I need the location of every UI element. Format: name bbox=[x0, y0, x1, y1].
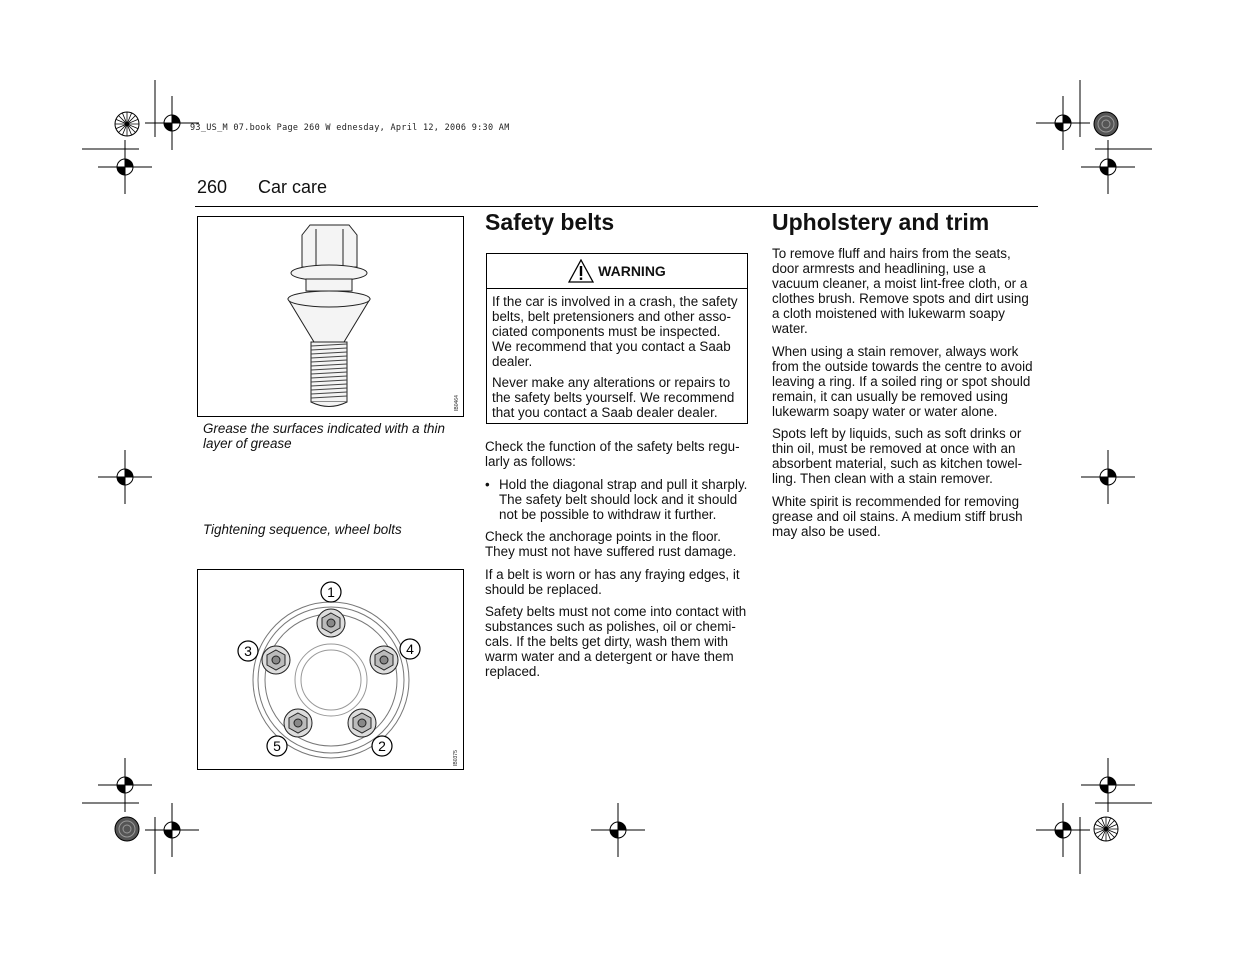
sequence-label-4: 4 bbox=[406, 641, 414, 657]
print-metadata: 93_US_M 07.book Page 260 W ednesday, April 12, 2006 9:30 AM bbox=[190, 123, 510, 133]
paragraph: Safety belts must not come into contact with substances such as polishes, oil or chemi-cals. If the belts get dirty, wash them with warm water and a detergent or have them replaced. bbox=[485, 604, 747, 679]
wheel-bolt-illustration bbox=[198, 217, 463, 416]
list-item-text: Hold the diagonal strap and pull it sharply. The safety belt should lock and it should not be possible to withdraw it further. bbox=[499, 476, 748, 522]
warning-label: WARNING bbox=[598, 263, 666, 279]
sequence-label-2: 2 bbox=[378, 738, 386, 754]
paragraph: When using a stain remover, always work from the outside towards the centre to avoid leaving a ring. If a soiled ring or spot should remain, it can usually be removed using lukewarm soapy water or water alone. bbox=[772, 343, 1033, 419]
sequence-label-5: 5 bbox=[273, 738, 281, 754]
paragraph: Spots left by liquids, such as soft drinks or thin oil, must be removed at once with an absorbent material, such as kitchen towel-ling. Then clean with a stain remover. bbox=[772, 426, 1023, 486]
safety-belts-body bbox=[485, 439, 749, 687]
sequence-label-3: 3 bbox=[244, 643, 252, 659]
warning-triangle-icon bbox=[568, 259, 594, 283]
paragraph: White spirit is recommended for removing grease and oil stains. A medium stiff brush may also be used. bbox=[772, 493, 1023, 539]
warning-paragraph: Never make any alterations or repairs to the safety belts yourself. We recommend that you contact a Saab dealer dealer. bbox=[492, 375, 735, 420]
bolt-figure bbox=[197, 216, 464, 417]
list-item bbox=[485, 477, 749, 522]
bullet-icon: • bbox=[485, 476, 490, 492]
figure-code: IB0464 bbox=[454, 395, 460, 411]
wheel-bolt-sequence-diagram bbox=[198, 570, 463, 769]
paragraph: To remove fluff and hairs from the seats, door armrests and headlining, use a vacuum cleaner, a moist lint-free cloth, or a clothes brush. Remove spots and dirt using a cloth moistened with lukewarm soapy water. bbox=[772, 246, 1029, 336]
safety-belts-heading: Safety belts bbox=[485, 209, 615, 235]
upholstery-heading: Upholstery and trim bbox=[772, 209, 990, 235]
warning-paragraph: If the car is involved in a crash, the safety belts, belt pretensioners and other asso-ciated components must be inspected. We recommend that you contact a Saab dealer. bbox=[492, 294, 738, 369]
section-title: Car care bbox=[258, 177, 328, 197]
paragraph: Check the anchorage points in the floor. They must not have suffered rust damage. bbox=[485, 529, 737, 559]
bolt-figure-caption: Grease the surfaces indicated with a thin layer of grease bbox=[203, 421, 445, 451]
upholstery-body bbox=[772, 246, 1036, 546]
warning-header bbox=[487, 254, 747, 289]
wheel-figure-caption: Tightening sequence, wheel bolts bbox=[203, 522, 402, 537]
page-number: 260 bbox=[197, 177, 228, 197]
warning-box bbox=[486, 253, 748, 424]
header-rule bbox=[195, 206, 1038, 207]
paragraph: Check the function of the safety belts regu-larly as follows: bbox=[485, 439, 740, 469]
wheel-figure bbox=[197, 569, 464, 770]
figure-code: IB0375 bbox=[453, 750, 459, 766]
paragraph: If a belt is worn or has any fraying edges, it should be replaced. bbox=[485, 566, 740, 597]
sequence-label-1: 1 bbox=[327, 584, 335, 600]
